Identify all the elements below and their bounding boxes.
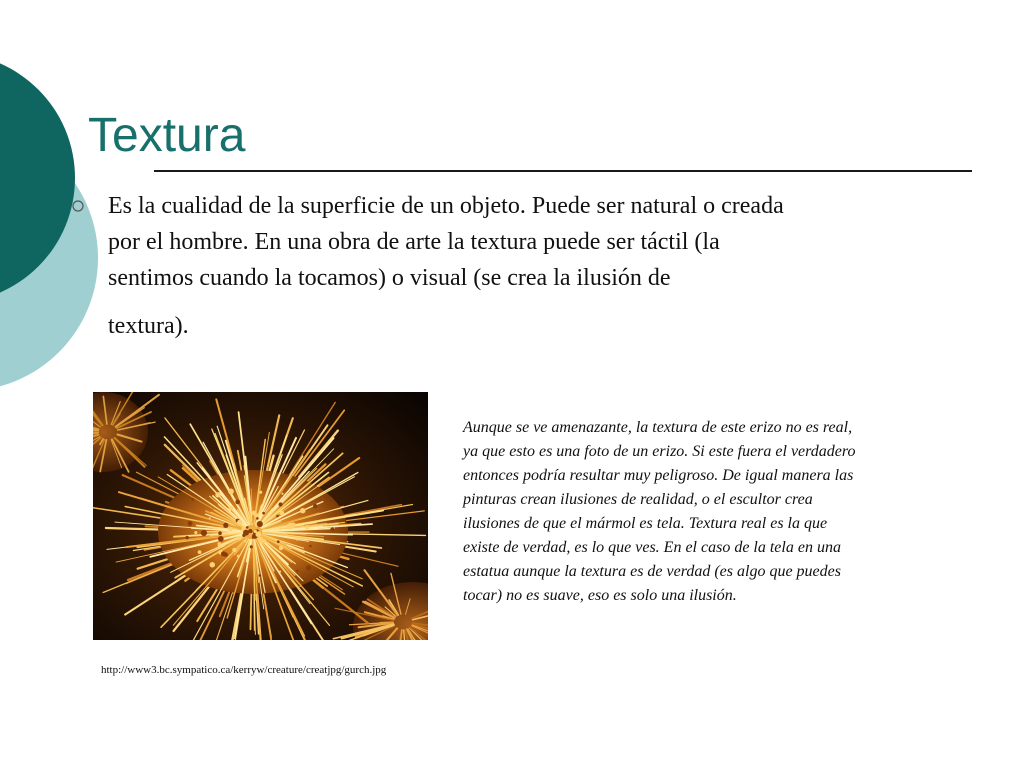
image-source-url: http://www3.bc.sympatico.ca/kerryw/creature/creatjpg/gurch.jpg [101, 664, 387, 676]
sea-urchin-photo [93, 392, 428, 640]
bullet-line: textura). [108, 313, 189, 339]
bullet-line: por el hombre. En una obra de arte la textura puede ser táctil (la [108, 229, 720, 255]
caption-line: existe de verdad, es lo que ves. En el caso de la tela en una [463, 539, 841, 556]
caption-line: Aunque se ve amenazante, la textura de este erizo no es real, [463, 419, 853, 436]
slide-title: Textura [88, 109, 246, 162]
bullet-item [72, 188, 972, 344]
caption-line: estatua aunque la textura es de verdad (es algo que puedes [463, 563, 841, 580]
hollow-circle-bullet-icon [72, 200, 84, 212]
caption-line: pinturas crean ilusiones de realidad, o el escultor crea [463, 491, 813, 508]
bullet-text [108, 188, 972, 344]
caption-line: ilusiones de que el mármol es tela. Textura real es la que [463, 515, 828, 532]
caption-line: ya que esto es una foto de un erizo. Si este fuera el verdadero [463, 443, 856, 460]
bullet-line: sentimos cuando la tocamos) o visual (se crea la ilusión de [108, 265, 671, 291]
caption-line: entonces podría resultar muy peligroso. De igual manera las [463, 467, 854, 484]
caption-line: tocar) no es suave, eso es solo una ilusión. [463, 587, 737, 604]
bullet-line: Es la cualidad de la superficie de un objeto. Puede ser natural o creada [108, 193, 784, 219]
image-caption [463, 416, 963, 608]
title-underline [154, 170, 972, 172]
